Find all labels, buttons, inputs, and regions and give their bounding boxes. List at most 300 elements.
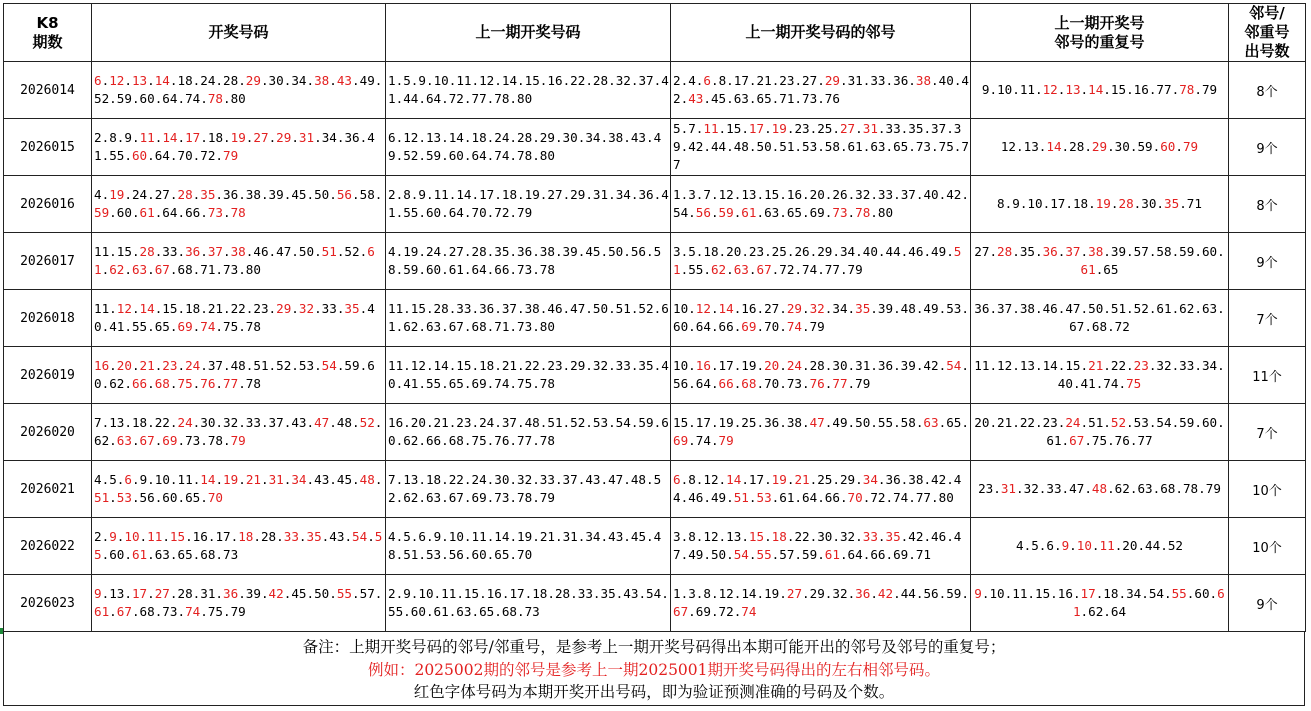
note-line-3: 红色字体号码为本期开奖开出号码，即为验证预测准确的号码及个数。 xyxy=(413,683,895,701)
number: 49 xyxy=(931,244,947,259)
number: 66 xyxy=(870,547,886,562)
number: 60 xyxy=(1160,139,1176,154)
number: 29 xyxy=(786,301,802,316)
number: 66 xyxy=(718,319,734,334)
repeat-cell: 36.37.38.46.47.50.51.52.61.62.63.67.68.72 xyxy=(971,290,1229,347)
number: 55 xyxy=(425,376,442,391)
number: 22 xyxy=(1019,415,1035,430)
number: 52 xyxy=(276,358,292,373)
number: 25 xyxy=(817,472,833,487)
number: 11 xyxy=(1012,586,1028,601)
number: 2 xyxy=(388,187,396,202)
number: 56 xyxy=(336,187,353,202)
number: 26 xyxy=(832,187,848,202)
number: 63 xyxy=(733,262,749,277)
number: 64 xyxy=(695,376,711,391)
number: 73 xyxy=(786,376,802,391)
number: 66 xyxy=(131,376,148,391)
number: 44 xyxy=(900,586,916,601)
draw-cell: 2.9.10.11.15.16.17.18.28.33.35.43.54.55.60.61.63.65.68.73 xyxy=(92,518,386,575)
number: 37 xyxy=(501,415,517,430)
number: 27 xyxy=(974,244,990,259)
number: 6 xyxy=(124,472,132,487)
number: 29 xyxy=(817,244,833,259)
number: 60 xyxy=(448,148,464,163)
number: 43 xyxy=(630,130,647,145)
number: 19 xyxy=(230,130,246,145)
number: 37 xyxy=(997,301,1013,316)
number: 35 xyxy=(855,301,871,316)
number: 30 xyxy=(268,73,284,88)
lottery-table xyxy=(3,3,1306,632)
number: 78 xyxy=(245,376,261,391)
number: 12 xyxy=(479,73,495,88)
number: 36 xyxy=(223,586,239,601)
period-cell: 2026016 xyxy=(4,176,92,233)
number: 72 xyxy=(870,490,886,505)
number: 64 xyxy=(471,262,487,277)
number: 45 xyxy=(585,244,601,259)
number: 38 xyxy=(524,301,540,316)
number: 36 xyxy=(638,187,654,202)
number: 78 xyxy=(539,376,555,391)
number: 19 xyxy=(403,244,419,259)
number: 74 xyxy=(695,433,711,448)
number: 7 xyxy=(703,187,711,202)
number: 77 xyxy=(223,376,239,391)
number: 60 xyxy=(94,358,375,391)
draw-cell: 11.15.28.33.36.37.38.46.47.50.51.52.61.62.63.67.68.71.73.80 xyxy=(92,233,386,290)
number: 3 xyxy=(688,586,696,601)
prev-draw-cell: 1.5.9.10.11.12.14.15.16.22.28.32.37.41.44.64.72.77.78.80 xyxy=(386,62,671,119)
number: 23 xyxy=(1042,415,1058,430)
number: 31 xyxy=(855,358,871,373)
number: 17 xyxy=(215,529,231,544)
number: 32 xyxy=(1156,358,1172,373)
number: 51 xyxy=(94,490,110,505)
number: 24 xyxy=(425,244,442,259)
header-prev-label: 上一期开奖号码 xyxy=(475,23,581,41)
number: 15 xyxy=(456,358,472,373)
number: 60 xyxy=(471,547,487,562)
number: 21 xyxy=(756,73,772,88)
number: 11 xyxy=(441,586,457,601)
number: 68 xyxy=(177,262,193,277)
number: 17 xyxy=(748,472,765,487)
number: 45 xyxy=(291,187,307,202)
number: 15 xyxy=(1110,82,1127,97)
number: 27 xyxy=(547,187,563,202)
number: 15 xyxy=(748,529,765,544)
count-cell: 9个 xyxy=(1229,119,1306,176)
number: 65 xyxy=(185,490,201,505)
number: 3 xyxy=(673,529,681,544)
repeat-cell: 11.12.13.14.15.21.22.23.32.33.34.40.41.74.75 xyxy=(971,347,1229,404)
number: 54 xyxy=(321,358,337,373)
number: 32 xyxy=(223,415,239,430)
number: 55 xyxy=(403,205,419,220)
number: 38 xyxy=(1088,244,1104,259)
number: 20 xyxy=(1122,538,1138,553)
number: 55 xyxy=(336,586,353,601)
number: 43 xyxy=(608,529,624,544)
number: 70 xyxy=(207,490,223,505)
number: 11 xyxy=(388,358,404,373)
number: 70 xyxy=(847,490,863,505)
number: 22 xyxy=(230,301,246,316)
number: 18 xyxy=(185,301,201,316)
number: 12 xyxy=(718,586,734,601)
number: 68 xyxy=(200,547,216,562)
number: 47 xyxy=(570,301,586,316)
number: 30 xyxy=(1141,196,1157,211)
number: 61 xyxy=(433,604,449,619)
header-count-label: 邻号/ 邻重号 出号数 xyxy=(1244,4,1290,60)
number: 67 xyxy=(1069,433,1085,448)
number: 51 xyxy=(547,415,563,430)
number: 41 xyxy=(388,73,669,106)
number: 38 xyxy=(915,73,932,88)
number: 48 xyxy=(900,301,916,316)
number: 14 xyxy=(1088,82,1104,97)
number: 33 xyxy=(1179,358,1195,373)
period-cell: 2026021 xyxy=(4,461,92,518)
number: 10 xyxy=(433,73,449,88)
number: 34 xyxy=(321,130,337,145)
number: 28 xyxy=(223,73,239,88)
number: 72 xyxy=(718,604,734,619)
number: 46 xyxy=(931,529,947,544)
table-row xyxy=(4,290,1306,347)
number: 12 xyxy=(703,472,719,487)
header-row xyxy=(4,4,1306,62)
number: 59 xyxy=(94,205,110,220)
table-row xyxy=(4,176,1306,233)
number: 29 xyxy=(824,73,840,88)
number: 14 xyxy=(718,301,734,316)
number: 69 xyxy=(673,433,689,448)
number: 31 xyxy=(847,73,863,88)
number: 78 xyxy=(855,205,871,220)
number: 58 xyxy=(1156,244,1172,259)
number: 35 xyxy=(638,358,654,373)
adjacent-cell: 6.8.12.14.17.19.21.25.29.34.36.38.42.44.46.49.51.53.61.64.66.70.72.74.77.80 xyxy=(671,461,971,518)
number: 30 xyxy=(832,358,848,373)
number: 55 xyxy=(388,604,404,619)
number: 45 xyxy=(710,91,727,106)
number: 76 xyxy=(824,91,840,106)
number: 33 xyxy=(1046,481,1062,496)
number: 63 xyxy=(1137,481,1153,496)
number: 42 xyxy=(931,472,947,487)
number: 68 xyxy=(471,319,487,334)
number: 30 xyxy=(1114,139,1130,154)
number: 17 xyxy=(748,121,765,136)
number: 36 xyxy=(185,244,201,259)
number: 50 xyxy=(314,187,330,202)
number: 79 xyxy=(1182,139,1199,154)
number: 4 xyxy=(1016,538,1024,553)
number: 71 xyxy=(1186,196,1202,211)
number: 8 xyxy=(703,586,711,601)
number: 75 xyxy=(1091,433,1108,448)
number: 46 xyxy=(1042,301,1058,316)
adjacent-cell: 15.17.19.25.36.38.47.49.50.55.58.63.65.69.74.79 xyxy=(671,404,971,461)
number: 56 xyxy=(448,547,464,562)
number: 13 xyxy=(403,472,419,487)
number: 79 xyxy=(855,376,871,391)
number: 61 xyxy=(741,205,757,220)
number: 44 xyxy=(673,472,962,505)
number: 29 xyxy=(570,358,586,373)
number: 44 xyxy=(885,244,901,259)
number: 55 xyxy=(756,547,772,562)
number: 3 xyxy=(688,187,696,202)
number: 23 xyxy=(978,481,994,496)
number: 69 xyxy=(471,490,487,505)
header-repeat xyxy=(971,4,1229,62)
number: 10 xyxy=(418,586,434,601)
number: 68 xyxy=(139,604,155,619)
number: 74 xyxy=(200,319,216,334)
number: 28 xyxy=(139,244,155,259)
prev-draw-cell: 2.9.10.11.15.16.17.18.28.33.35.43.54.55.60.61.63.65.68.73 xyxy=(386,575,671,632)
number: 41 xyxy=(109,319,125,334)
number: 58 xyxy=(359,187,375,202)
number: 6 xyxy=(418,529,426,544)
number: 31 xyxy=(562,529,578,544)
number: 62 xyxy=(1179,301,1195,316)
number: 35 xyxy=(600,586,616,601)
number: 51 xyxy=(779,139,795,154)
draw-cell: 9.13.17.27.28.31.36.39.42.45.50.55.57.61.67.68.73.74.75.79 xyxy=(92,575,386,632)
number: 56 xyxy=(673,376,689,391)
number: 11 xyxy=(456,73,472,88)
count-cell: 10个 xyxy=(1229,518,1306,575)
number: 63 xyxy=(425,490,442,505)
number: 67 xyxy=(1069,319,1085,334)
number: 33 xyxy=(577,586,593,601)
table-row xyxy=(4,119,1306,176)
number: 31 xyxy=(298,130,315,145)
table-row xyxy=(4,62,1306,119)
number: 43 xyxy=(329,529,345,544)
count-cell: 10个 xyxy=(1229,461,1306,518)
number: 74 xyxy=(893,490,909,505)
number: 18 xyxy=(1072,196,1089,211)
number: 69 xyxy=(809,205,825,220)
number: 19 xyxy=(764,586,780,601)
number: 37 xyxy=(562,472,578,487)
number: 69 xyxy=(893,547,909,562)
number: 58 xyxy=(388,244,662,277)
number: 15 xyxy=(764,187,780,202)
number: 23 xyxy=(253,301,269,316)
number: 78 xyxy=(539,433,555,448)
number: 21 xyxy=(1088,358,1104,373)
number: 9 xyxy=(418,73,426,88)
number: 64 xyxy=(162,205,178,220)
number: 28 xyxy=(517,130,533,145)
number: 38 xyxy=(1019,301,1035,316)
number: 37 xyxy=(638,73,654,88)
number: 60 xyxy=(673,319,689,334)
number: 35 xyxy=(885,529,901,544)
number: 61 xyxy=(1072,586,1225,619)
adjacent-cell: 2.4.6.8.17.21.23.27.29.31.33.36.38.40.42.43.45.63.65.71.73.76 xyxy=(671,62,971,119)
number: 48 xyxy=(630,472,647,487)
number: 73 xyxy=(185,433,201,448)
number: 35 xyxy=(344,301,360,316)
number: 32 xyxy=(839,529,856,544)
number: 16 xyxy=(94,358,110,373)
draw-cell: 4.19.24.27.28.35.36.38.39.45.50.56.58.59.60.61.64.66.73.78 xyxy=(92,176,386,233)
number: 74 xyxy=(185,91,201,106)
number: 72 xyxy=(779,262,795,277)
number: 29 xyxy=(276,301,292,316)
number: 77 xyxy=(517,433,533,448)
number: 57 xyxy=(779,547,795,562)
number: 28 xyxy=(471,244,487,259)
number: 8 xyxy=(997,196,1005,211)
number: 31 xyxy=(268,472,284,487)
number: 33 xyxy=(283,529,299,544)
number: 10 xyxy=(997,82,1013,97)
number: 73 xyxy=(517,319,533,334)
number: 63 xyxy=(733,91,749,106)
number: 39 xyxy=(673,121,962,154)
number: 64 xyxy=(154,148,170,163)
number: 13 xyxy=(1023,139,1039,154)
number: 20 xyxy=(726,244,742,259)
number: 50 xyxy=(1088,301,1104,316)
notes-box xyxy=(3,632,1305,706)
number: 36 xyxy=(223,187,239,202)
number: 19 xyxy=(517,529,533,544)
period-cell: 2026018 xyxy=(4,290,92,347)
number: 2 xyxy=(673,73,681,88)
number: 27 xyxy=(448,244,464,259)
number: 9 xyxy=(109,529,117,544)
number: 40 xyxy=(938,73,954,88)
period-cell: 2026017 xyxy=(4,233,92,290)
number: 56 xyxy=(695,205,711,220)
header-period xyxy=(4,4,92,62)
number: 70 xyxy=(471,205,487,220)
number: 61 xyxy=(94,244,375,277)
number: 80 xyxy=(938,490,954,505)
adjacent-cell: 3.8.12.13.15.18.22.30.32.33.35.42.46.47.49.50.54.55.57.59.61.64.66.69.71 xyxy=(671,518,971,575)
number: 32 xyxy=(592,358,609,373)
number: 47 xyxy=(608,472,624,487)
number: 74 xyxy=(494,376,510,391)
number: 13 xyxy=(109,586,125,601)
number: 38 xyxy=(230,244,246,259)
number: 21 xyxy=(501,358,517,373)
number: 23 xyxy=(748,244,765,259)
number: 61 xyxy=(131,547,148,562)
number: 73 xyxy=(162,604,178,619)
number: 14 xyxy=(162,130,178,145)
number: 17 xyxy=(509,586,525,601)
number: 18 xyxy=(238,529,254,544)
number: 59 xyxy=(403,262,419,277)
number: 59 xyxy=(802,547,818,562)
number: 63 xyxy=(1201,301,1218,316)
number: 78 xyxy=(230,205,246,220)
number: 17 xyxy=(185,130,201,145)
number: 80 xyxy=(539,148,555,163)
number: 35 xyxy=(1164,196,1180,211)
adjacent-cell: 10.12.14.16.27.29.32.34.35.39.48.49.53.60.64.66.69.70.74.79 xyxy=(671,290,971,347)
number: 17 xyxy=(733,73,749,88)
number: 20 xyxy=(764,358,780,373)
number: 65 xyxy=(177,547,193,562)
number: 36 xyxy=(517,244,533,259)
number: 67 xyxy=(448,319,464,334)
number: 46 xyxy=(688,490,704,505)
number: 34 xyxy=(832,301,848,316)
number: 33 xyxy=(321,301,337,316)
number: 16 xyxy=(1133,82,1149,97)
count-cell: 9个 xyxy=(1229,233,1306,290)
number: 2 xyxy=(94,529,102,544)
number: 42 xyxy=(268,586,284,601)
number: 15 xyxy=(1065,358,1081,373)
number: 8 xyxy=(688,472,696,487)
number: 20 xyxy=(809,187,825,202)
number: 9 xyxy=(418,187,426,202)
number: 8 xyxy=(403,187,411,202)
number: 21 xyxy=(139,358,155,373)
number: 29 xyxy=(570,187,586,202)
number: 28 xyxy=(1118,196,1134,211)
number: 9 xyxy=(433,529,442,544)
number: 52 xyxy=(388,472,662,505)
number: 23 xyxy=(794,121,810,136)
number: 36 xyxy=(855,586,871,601)
number: 68 xyxy=(741,376,757,391)
number: 24 xyxy=(494,130,510,145)
number: 34 xyxy=(862,472,878,487)
number: 53 xyxy=(946,301,962,316)
number: 65 xyxy=(786,205,802,220)
number: 4 xyxy=(94,187,102,202)
number: 40 xyxy=(1057,376,1073,391)
number: 64 xyxy=(162,91,178,106)
number: 61 xyxy=(779,490,795,505)
number: 79 xyxy=(847,262,863,277)
number: 16 xyxy=(486,586,502,601)
number: 32 xyxy=(855,187,871,202)
number: 14 xyxy=(741,586,757,601)
number: 59 xyxy=(425,148,442,163)
number: 11 xyxy=(433,187,449,202)
number: 34 xyxy=(839,244,856,259)
number: 67 xyxy=(756,262,772,277)
number: 77 xyxy=(673,139,969,172)
number: 79 xyxy=(517,205,533,220)
number: 65 xyxy=(893,139,909,154)
number: 67 xyxy=(116,604,132,619)
number: 12 xyxy=(109,73,125,88)
number: 32 xyxy=(298,301,315,316)
number: 18 xyxy=(425,472,442,487)
header-adjacent xyxy=(671,4,971,62)
count-cell: 9个 xyxy=(1229,575,1306,632)
number: 32 xyxy=(615,73,631,88)
repeat-cell: 27.28.35.36.37.38.39.57.58.59.60.61.65 xyxy=(971,233,1229,290)
